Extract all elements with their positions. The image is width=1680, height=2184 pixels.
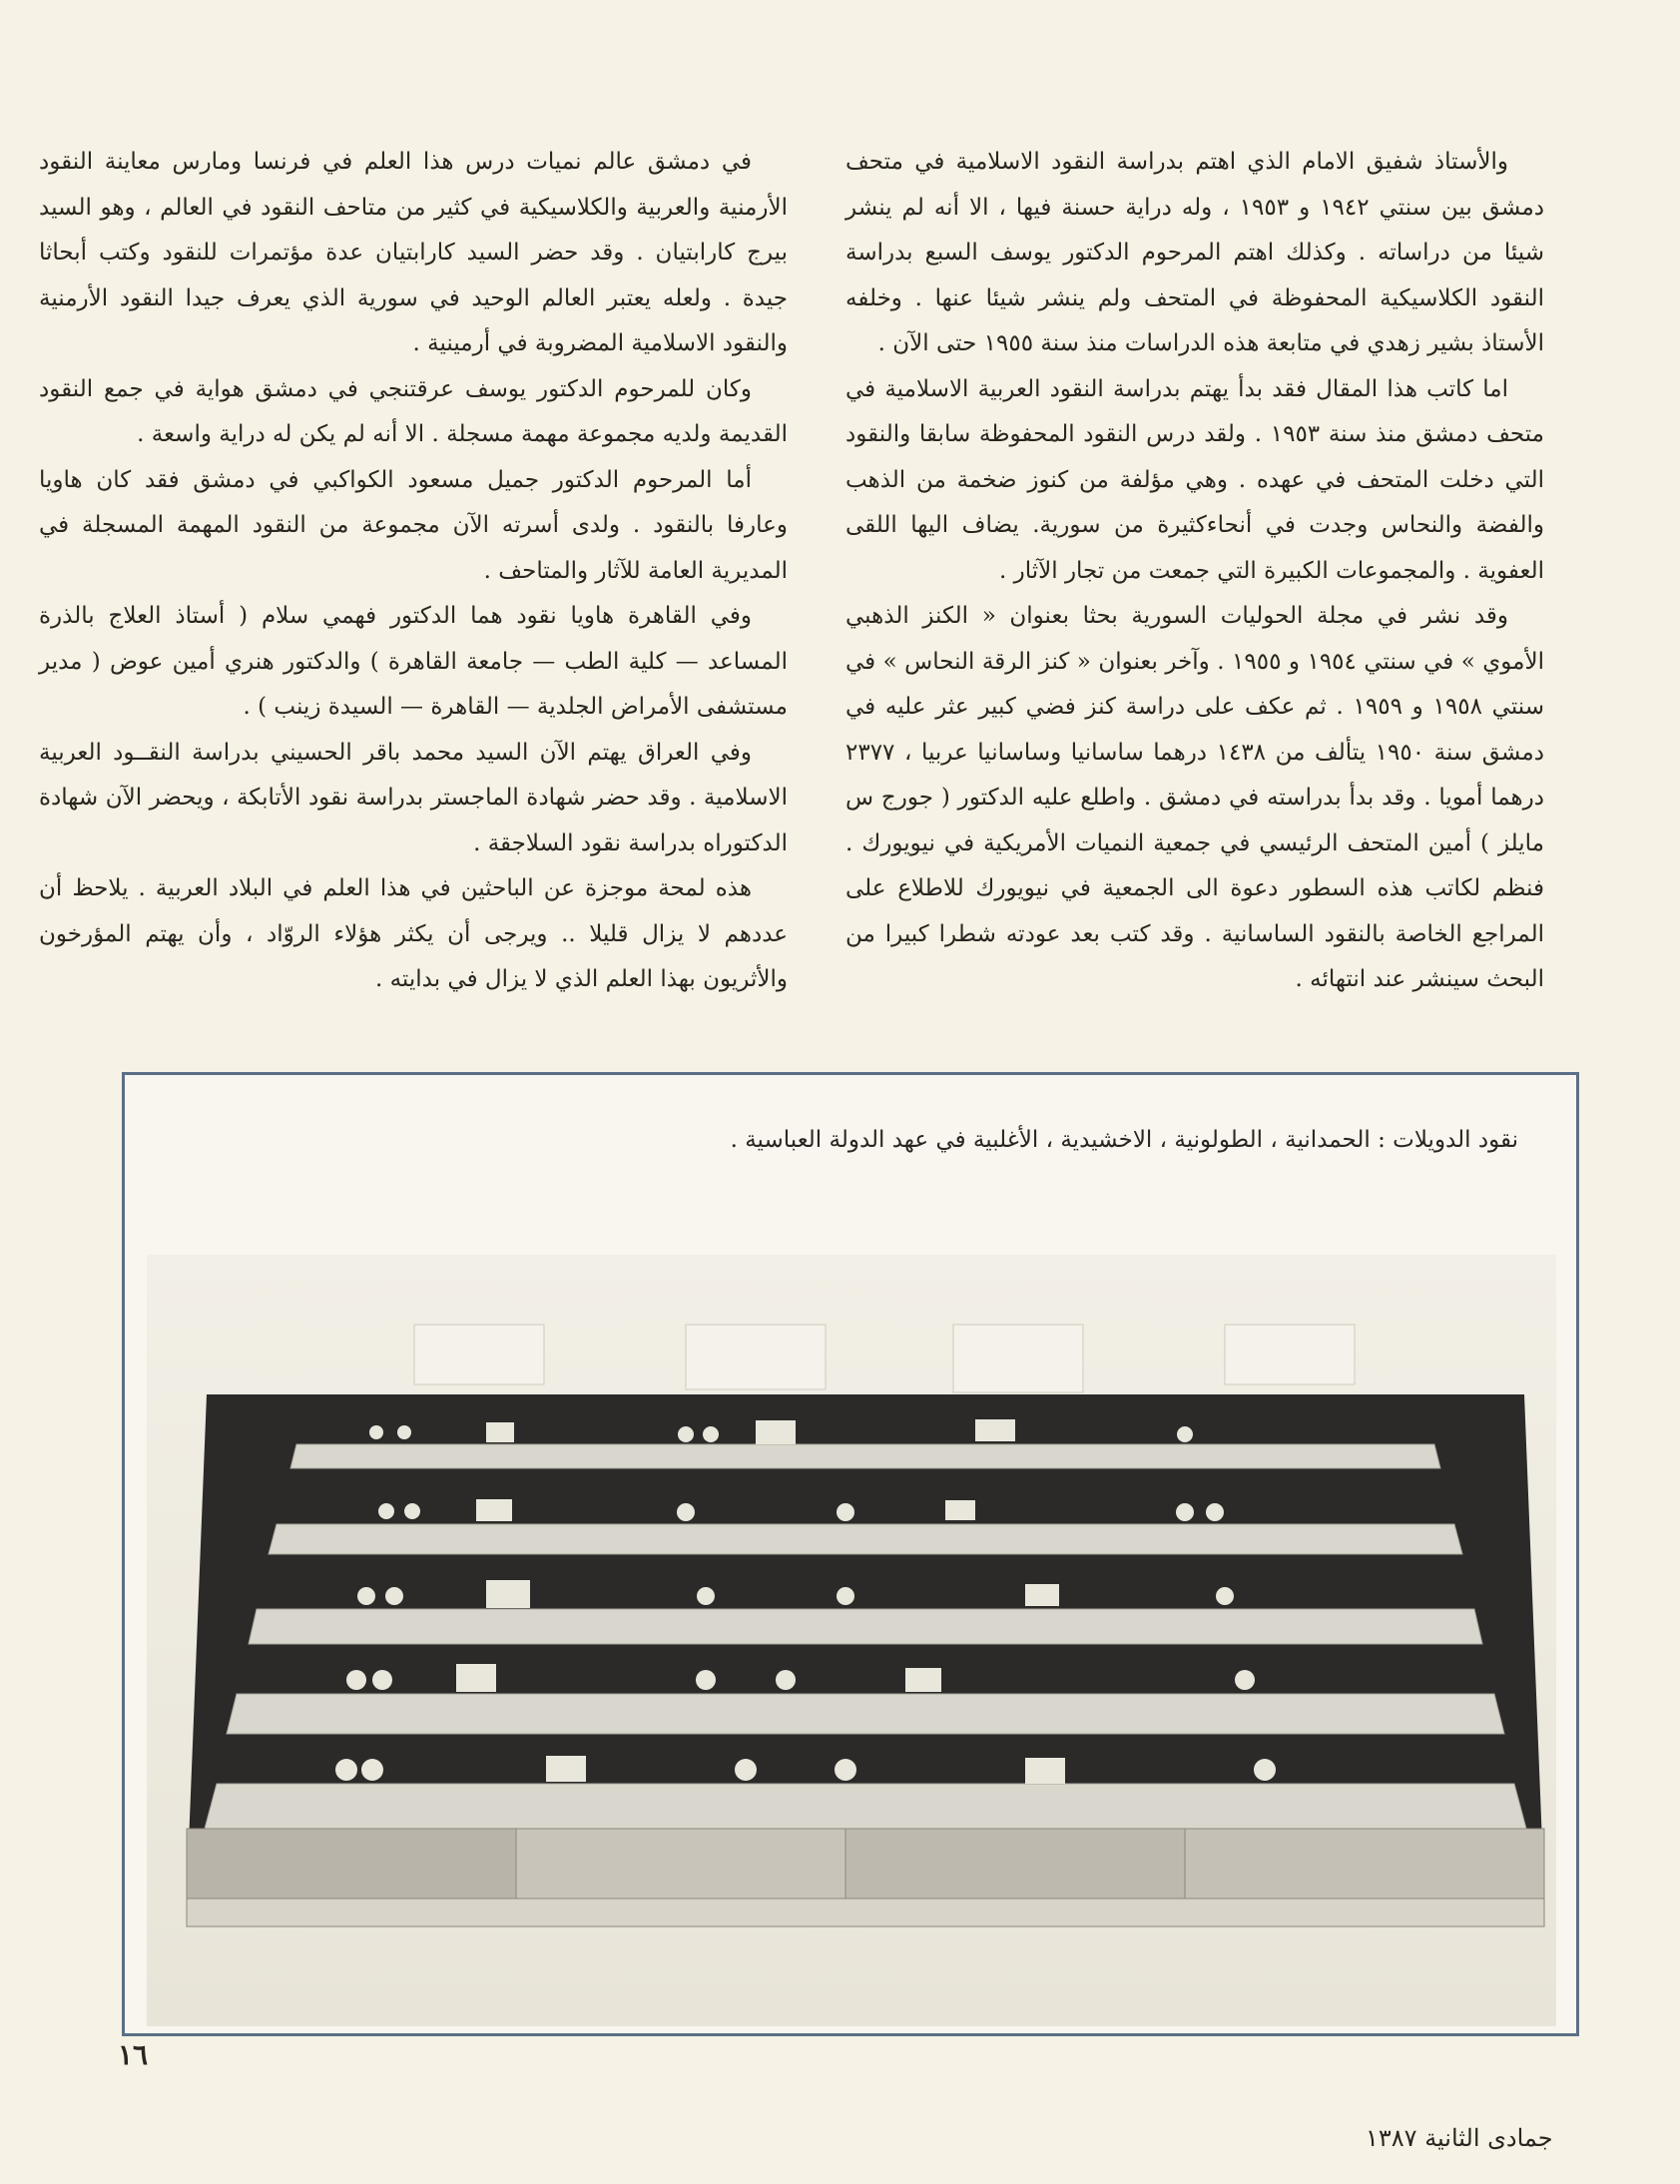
- figure-caption: نقود الدويلات : الحمدانية ، الطولونية ، الاخشيدية ، الأغلبية في عهد الدولة العباسية .: [730, 1127, 1518, 1153]
- paragraph: والأستاذ شفيق الامام الذي اهتم بدراسة النقود الاسلامية في متحف دمشق بين سنتي ١٩٤٢ و ١٩٥٣ ، وله دراية حسنة فيها ، الا أنه لم ينشر شيئا من دراساته . وكذلك اهتم المرحوم الدكتور يوسف السبع بدراسة النقود الكلاسيكية المحفوظة في المتحف ولم ينشر شيئا عنها . وخلفه الأستاذ بشير زهدي في متابعة هذه الدراسات منذ سنة ١٩٥٥ حتى الآن .: [845, 149, 1545, 356]
- paragraph: وقد نشر في مجلة الحوليات السورية بحثا بعنوان « الكنز الذهبي الأموي » في سنتي ١٩٥٤ و ١٩٥٥ . وآخر بعنوان « كنز الرقة النحاس » في سنتي ١٩٥٨ و ١٩٥٩ . ثم عكف على دراسة كنز فضي كبير عثر عليه في دمشق سنة ١٩٥٠ يتألف من ١٤٣٨ درهما ساسانيا وساسانيا عربيا ، ٢٣٧٧ درهما أمويا . وقد بدأ بدراسته في دمشق . واطلع عليه الدكتور ( جورج س مايلز ) أمين المتحف الرئيسي في جمعية النميات الأمريكية في نيويورك . فنظم لكاتب هذه السطور دعوة الى الجمعية في نيويورك للاطلاع على المراجع الخاصة بالنقود الساسانية . وقد كتب بعد عودته شطرا كبيرا من البحث سينشر عند انتهائه .: [845, 603, 1544, 992]
- left-text-column: [39, 140, 788, 1003]
- paragraph: وفي القاهرة هاويا نقود هما الدكتور فهمي سلام ( أستاذ العلاج بالذرة المساعد — كلية الطب — جامعة القاهرة ) والدكتور هنري أمين عوض ( مدير مستشفى الأمراض الجلدية — القاهرة — السيدة زينب ) .: [39, 603, 788, 720]
- paragraph: أما المرحوم الدكتور جميل مسعود الكواكبي في دمشق فقد كان هاويا وعارفا بالنقود . ولدى أسرته الآن مجموعة من النقود المهمة المسجلة في المديرية العامة للآثار والمتاحف .: [39, 466, 788, 584]
- issue-date: جمادى الثانية ١٣٨٧: [1366, 2124, 1553, 2152]
- coin-display-photo: [147, 1255, 1556, 2026]
- right-text-column: [845, 140, 1544, 1003]
- paragraph: وكان للمرحوم الدكتور يوسف عرقتنجي في دمشق هواية في جمع النقود القديمة ولديه مجموعة مهمة مسجلة . الا أنه لم يكن له دراية واسعة .: [39, 375, 788, 447]
- paragraph: وفي العراق يهتم الآن السيد محمد باقر الحسيني بدراسة النقــود العربية الاسلامية . وقد حضر شهادة الماجستر بدراسة نقود الأتابكة ، ويحضر الآن شهادة الدكتوراه بدراسة نقود السلاجقة .: [39, 739, 788, 856]
- page-number: ١٦: [118, 2038, 149, 2071]
- paragraph: في دمشق عالم نميات درس هذا العلم في فرنسا ومارس معاينة النقود الأرمنية والعربية والكلاسيكية في كثير من متاحف النقود في العالم ، وهو السيد بيرج كارابتيان . وقد حضر السيد كارابتيان عدة مؤتمرات للنقود وكتب أبحاثا جيدة . ولعله يعتبر العالم الوحيد في سورية الذي يعرف جيدا النقود الأرمنية والنقود الاسلامية المضروبة في أرمينية .: [39, 149, 788, 356]
- paragraph: اما كاتب هذا المقال فقد بدأ يهتم بدراسة النقود العربية الاسلامية في متحف دمشق منذ سنة ١٩٥٣ . ولقد درس النقود المحفوظة سابقا والنقود التي دخلت المتحف في عهده . وهي مؤلفة من كنوز ضخمة من الذهب والفضة والنحاس وجدت في أنحاءكثيرة من سورية. يضاف اليها اللقى العفوية . والمجموعات الكبيرة التي جمعت من تجار الآثار .: [845, 375, 1544, 584]
- paragraph: هذه لمحة موجزة عن الباحثين في هذا العلم في البلاد العربية . يلاحظ أن عددهم لا يزال قليلا .. ويرجى أن يكثر هؤلاء الروّاد ، وأن يهتم المؤرخون والأثريون بهذا العلم الذي لا يزال في بدايته .: [39, 875, 788, 992]
- figure-frame: [122, 1072, 1579, 2036]
- front-panels: [187, 1829, 1544, 1926]
